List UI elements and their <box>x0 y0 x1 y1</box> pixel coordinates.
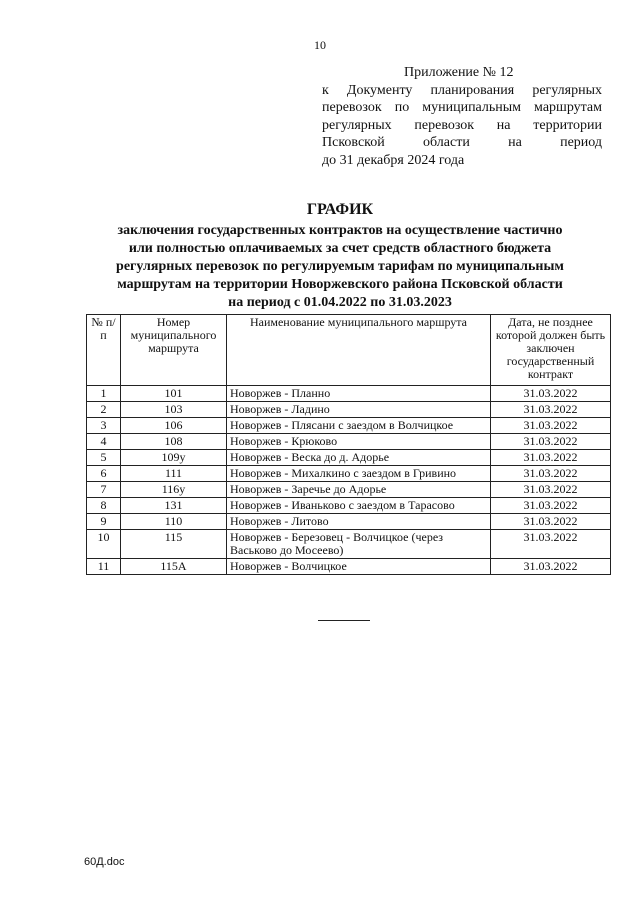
header-route-number: Номер муниципального маршрута <box>121 315 227 386</box>
table-row <box>87 498 611 514</box>
separator-line <box>318 620 370 621</box>
cell-number: 8 <box>87 498 121 514</box>
cell-route-name: Новоржев - Плясани с заездом в Волчицкое <box>227 418 491 434</box>
cell-number: 9 <box>87 514 121 530</box>
cell-route-number: 131 <box>121 498 227 514</box>
cell-contract-date: 31.03.2022 <box>491 498 611 514</box>
subtitle-line: маршрутам на территории Новоржевского района Псковской области <box>117 277 563 292</box>
table-row <box>87 482 611 498</box>
table-header-row <box>87 315 611 386</box>
cell-contract-date: 31.03.2022 <box>491 450 611 466</box>
appendix-heading: Приложение № 12 <box>404 65 514 80</box>
cell-route-name: Новоржев - Михалкино с заездом в Гривино <box>227 466 491 482</box>
title-block <box>90 200 590 312</box>
header-contract-date: Дата, не позднее которой должен быть заключен государственный контракт <box>491 315 611 386</box>
cell-number: 7 <box>87 482 121 498</box>
cell-route-number: 103 <box>121 402 227 418</box>
cell-route-number: 108 <box>121 434 227 450</box>
header-route-name: Наименование муниципального маршрута <box>227 315 491 386</box>
document-subtitle <box>90 222 590 312</box>
appendix-line: регулярных перевозок на территории <box>322 117 602 133</box>
table-row <box>87 434 611 450</box>
cell-contract-date: 31.03.2022 <box>491 482 611 498</box>
cell-number: 1 <box>87 386 121 402</box>
cell-route-number: 110 <box>121 514 227 530</box>
cell-contract-date: 31.03.2022 <box>491 514 611 530</box>
subtitle-line: на период с 01.04.2022 по 31.03.2023 <box>228 295 452 310</box>
cell-route-number: 115 <box>121 530 227 559</box>
cell-number: 3 <box>87 418 121 434</box>
appendix-line: к Документу планирования регулярных <box>322 82 602 98</box>
appendix-line: перевозок по муниципальным маршрутам <box>322 100 602 115</box>
cell-contract-date: 31.03.2022 <box>491 559 611 575</box>
cell-number: 11 <box>87 559 121 575</box>
subtitle-line: или полностью оплачиваемых за счет средств областного бюджета <box>128 241 552 256</box>
cell-route-name: Новоржев - Иваньково с заездом в Тарасово <box>227 498 491 514</box>
cell-contract-date: 31.03.2022 <box>491 386 611 402</box>
cell-route-number: 101 <box>121 386 227 402</box>
cell-contract-date: 31.03.2022 <box>491 466 611 482</box>
cell-route-name: Новоржев - Березовец - Волчицкое (через Васьково до Мосеево) <box>227 530 491 559</box>
cell-contract-date: 31.03.2022 <box>491 434 611 450</box>
cell-route-name: Новоржев - Веска до д. Адорье <box>227 450 491 466</box>
cell-route-name: Новоржев - Ладино <box>227 402 491 418</box>
cell-route-number: 109у <box>121 450 227 466</box>
document-title: ГРАФИК <box>306 201 374 218</box>
cell-number: 5 <box>87 450 121 466</box>
subtitle-line: заключения государственных контрактов на осуществление частично <box>117 223 563 238</box>
footer-filename: 60Д.doc <box>84 856 125 868</box>
cell-route-name: Новоржев - Заречье до Адорье <box>227 482 491 498</box>
cell-route-number: 116у <box>121 482 227 498</box>
page-number: 10 <box>314 38 326 52</box>
table-row <box>87 559 611 575</box>
table-row <box>87 418 611 434</box>
cell-number: 6 <box>87 466 121 482</box>
cell-route-name: Новоржев - Крюково <box>227 434 491 450</box>
table-row <box>87 466 611 482</box>
cell-number: 10 <box>87 530 121 559</box>
cell-contract-date: 31.03.2022 <box>491 402 611 418</box>
cell-route-name: Новоржев - Планно <box>227 386 491 402</box>
cell-contract-date: 31.03.2022 <box>491 530 611 559</box>
table-row <box>87 514 611 530</box>
cell-contract-date: 31.03.2022 <box>491 418 611 434</box>
cell-route-number: 111 <box>121 466 227 482</box>
table-row <box>87 386 611 402</box>
cell-number: 2 <box>87 402 121 418</box>
cell-route-name: Новоржев - Волчицкое <box>227 559 491 575</box>
appendix-block <box>322 64 602 169</box>
cell-number: 4 <box>87 434 121 450</box>
appendix-line: Псковской области на период <box>322 135 602 150</box>
appendix-line: до 31 декабря 2024 года <box>322 152 465 168</box>
table-row <box>87 450 611 466</box>
cell-route-number: 115А <box>121 559 227 575</box>
cell-route-name: Новоржев - Литово <box>227 514 491 530</box>
table-row <box>87 530 611 559</box>
schedule-table <box>86 314 611 575</box>
cell-route-number: 106 <box>121 418 227 434</box>
table-row <box>87 402 611 418</box>
header-number: № п/п <box>87 315 121 386</box>
subtitle-line: регулярных перевозок по регулируемым тарифам по муниципальным <box>116 259 564 274</box>
